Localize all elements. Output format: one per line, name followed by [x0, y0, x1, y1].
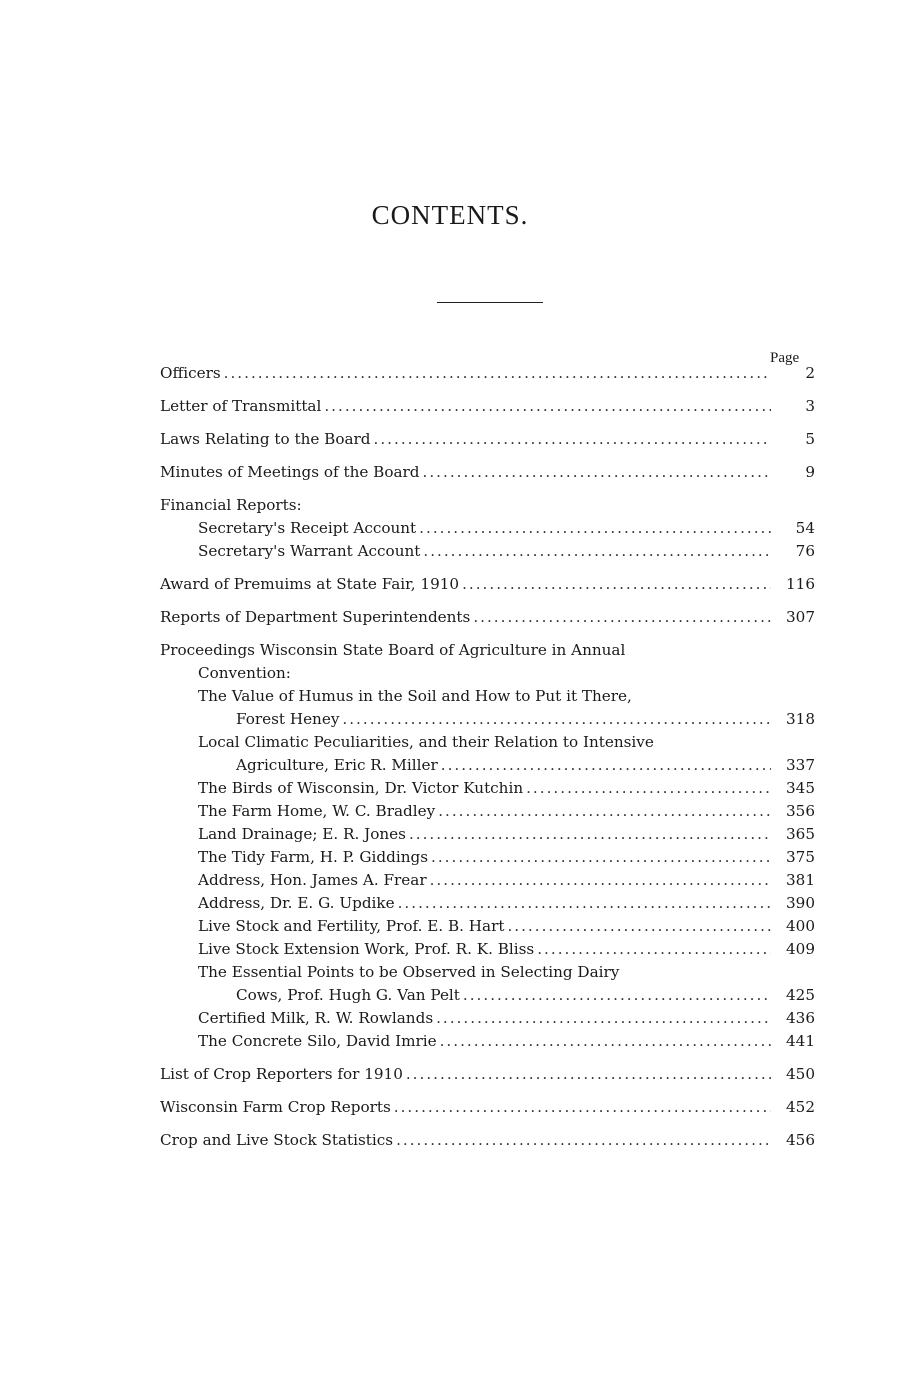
leader-dots: [406, 1063, 771, 1086]
leader-dots: [441, 754, 771, 777]
leader-dots: [463, 984, 771, 1007]
toc-entry-fertility[interactable]: Live Stock and Fertility, Prof. E. B. Hart ..... 400: [160, 915, 815, 938]
leader-dots: [431, 846, 771, 869]
leader-dots: [436, 1007, 771, 1030]
toc-entry-frear[interactable]: Address, Hon. James A. Frear ..... 381: [160, 869, 815, 892]
toc-entry-reports[interactable]: Reports of Department Superintendents ..... 307: [160, 606, 815, 629]
toc-entry-dairy[interactable]: Cows, Prof. Hugh G. Van Pelt ..... 425: [160, 984, 815, 1007]
toc-entry-climatic-line1: Local Climatic Peculiarities, and their Relation to Intensive: [198, 733, 654, 751]
toc-entry-birds[interactable]: The Birds of Wisconsin, Dr. Victor Kutchin ..... 345: [160, 777, 815, 800]
toc-entry-drainage[interactable]: Land Drainage; E. R. Jones ..... 365: [160, 823, 815, 846]
page-number: 375: [786, 848, 815, 866]
toc-entry-farmhome[interactable]: The Farm Home, W. C. Bradley ..... 356: [160, 800, 815, 823]
leader-dots: [423, 461, 771, 484]
leader-dots: [440, 1030, 771, 1053]
toc-entry-reporters[interactable]: List of Crop Reporters for 1910 ..... 450: [160, 1063, 815, 1086]
page-number: 3: [805, 397, 815, 415]
toc-entry-receipt[interactable]: Secretary's Receipt Account ..... 54: [160, 517, 815, 540]
leader-dots: [396, 1129, 771, 1152]
leader-dots: [473, 606, 771, 629]
page-number: 390: [786, 894, 815, 912]
page-number: 441: [786, 1032, 815, 1050]
leader-dots: [430, 869, 771, 892]
leader-dots: [324, 395, 771, 418]
toc-entry-humus[interactable]: Forest Heney ..... 318: [160, 708, 815, 731]
toc-entry-milk[interactable]: Certified Milk, R. W. Rowlands ..... 436: [160, 1007, 815, 1030]
leader-dots: [507, 915, 771, 938]
toc-section-financial: Financial Reports:: [160, 496, 302, 514]
leader-dots: [394, 1096, 771, 1119]
page-number: 76: [795, 542, 815, 560]
page-number: 425: [786, 986, 815, 1004]
page-column-header: Page: [770, 350, 800, 366]
toc-entry-transmittal[interactable]: Letter of Transmittal ..... 3: [160, 395, 815, 418]
page-number: 318: [786, 710, 815, 728]
toc-section-proceedings: Proceedings Wisconsin State Board of Agriculture in Annual: [160, 641, 626, 659]
page-number: 456: [786, 1131, 815, 1149]
toc-entry-climatic[interactable]: Agriculture, Eric R. Miller ..... 337: [160, 754, 815, 777]
toc-entry-tidy[interactable]: The Tidy Farm, H. P. Giddings ..... 375: [160, 846, 815, 869]
page-number: 436: [786, 1009, 815, 1027]
leader-dots: [409, 823, 771, 846]
toc-entry-silo[interactable]: The Concrete Silo, David Imrie ..... 441: [160, 1030, 815, 1053]
leader-dots: [374, 428, 771, 451]
page-title: CONTENTS.: [371, 200, 529, 230]
toc-entry-minutes[interactable]: Minutes of Meetings of the Board ..... 9: [160, 461, 815, 484]
toc-entry-warrant[interactable]: Secretary's Warrant Account ..... 76: [160, 540, 815, 563]
leader-dots: [462, 573, 771, 596]
page-number: 307: [786, 608, 815, 626]
page-number: 450: [786, 1065, 815, 1083]
leader-dots: [342, 708, 771, 731]
toc-entry-crop-reports[interactable]: Wisconsin Farm Crop Reports ..... 452: [160, 1096, 815, 1119]
page-number: 365: [786, 825, 815, 843]
page-number: 337: [786, 756, 815, 774]
page-number: 400: [786, 917, 815, 935]
toc-entry-updike[interactable]: Address, Dr. E. G. Updike ..... 390: [160, 892, 815, 915]
toc-entry-officers[interactable]: Officers ..... 2: [160, 362, 815, 385]
toc-entry-dairy-line1: The Essential Points to be Observed in Selecting Dairy: [198, 963, 620, 981]
page-number: 9: [805, 463, 815, 481]
toc-entry-statistics[interactable]: Crop and Live Stock Statistics ..... 456: [160, 1129, 815, 1152]
leader-dots: [438, 800, 771, 823]
page-number: 356: [786, 802, 815, 820]
leader-dots: [419, 517, 771, 540]
toc-entry-extension[interactable]: Live Stock Extension Work, Prof. R. K. Bliss ..... 409: [160, 938, 815, 961]
page-number: 345: [786, 779, 815, 797]
page-number: 54: [795, 519, 815, 537]
title-rule: [437, 302, 543, 303]
toc-entry-award[interactable]: Award of Premuims at State Fair, 1910 ..... 116: [160, 573, 815, 596]
leader-dots: [224, 362, 771, 385]
page-number: 2: [805, 364, 815, 382]
table-of-contents: [160, 362, 815, 1152]
page-number: 409: [786, 940, 815, 958]
page-number: 116: [786, 575, 815, 593]
page-number: 452: [786, 1098, 815, 1116]
leader-dots: [526, 777, 771, 800]
leader-dots: [423, 540, 771, 563]
leader-dots: [398, 892, 771, 915]
leader-dots: [537, 938, 771, 961]
toc-section-proceedings-cont: Convention:: [198, 664, 291, 682]
page-number: 5: [805, 430, 815, 448]
toc-entry-humus-line1: The Value of Humus in the Soil and How to Put it There,: [198, 687, 632, 705]
toc-entry-laws[interactable]: Laws Relating to the Board ..... 5: [160, 428, 815, 451]
page-number: 381: [786, 871, 815, 889]
